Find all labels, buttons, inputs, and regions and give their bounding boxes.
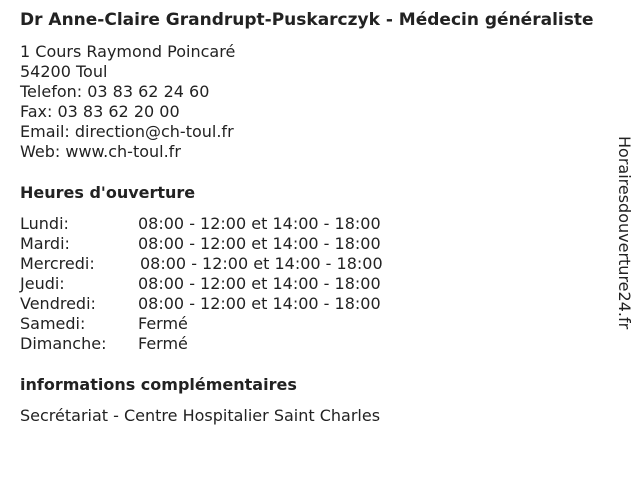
- website-address: Web: www.ch-toul.fr: [20, 142, 181, 161]
- city-postcode: 54200 Toul: [20, 62, 108, 81]
- day-label: Jeudi:: [20, 274, 65, 293]
- hours-row-sunday: [20, 334, 632, 354]
- contact-block: [20, 42, 632, 162]
- hours-row-tuesday: [20, 234, 632, 254]
- additional-info-heading: informations complémentaires: [20, 375, 297, 394]
- day-label: Dimanche:: [20, 334, 107, 353]
- time-value: 08:00 - 12:00 et 14:00 - 18:00: [140, 254, 383, 273]
- opening-hours-table: [20, 214, 632, 354]
- day-label: Samedi:: [20, 314, 86, 333]
- hours-row-monday: [20, 214, 632, 234]
- opening-hours-heading: Heures d'ouverture: [20, 183, 196, 202]
- day-label: Mardi:: [20, 234, 70, 253]
- fax-number: Fax: 03 83 62 20 00: [20, 102, 180, 121]
- hours-row-thursday: [20, 274, 632, 294]
- phone-number: Telefon: 03 83 62 24 60: [20, 82, 210, 101]
- time-value: Fermé: [138, 314, 188, 333]
- additional-info-text: Secrétariat - Centre Hospitalier Saint Charles: [20, 406, 381, 425]
- time-value: 08:00 - 12:00 et 14:00 - 18:00: [138, 214, 381, 233]
- email-address: Email: direction@ch-toul.fr: [20, 122, 234, 141]
- time-value: Fermé: [138, 334, 188, 353]
- hours-row-saturday: [20, 314, 632, 334]
- day-label: Lundi:: [20, 214, 69, 233]
- day-label: Vendredi:: [20, 294, 96, 313]
- time-value: 08:00 - 12:00 et 14:00 - 18:00: [138, 234, 381, 253]
- day-label: Mercredi:: [20, 254, 95, 273]
- practice-card: [20, 9, 632, 426]
- time-value: 08:00 - 12:00 et 14:00 - 18:00: [138, 274, 381, 293]
- site-watermark: Horairesdouverture24.fr: [615, 136, 634, 330]
- hours-row-wednesday: [20, 254, 632, 274]
- street-address: 1 Cours Raymond Poincaré: [20, 42, 236, 61]
- page-title: Dr Anne-Claire Grandrupt-Puskarczyk - Médecin généraliste: [20, 10, 594, 30]
- time-value: 08:00 - 12:00 et 14:00 - 18:00: [138, 294, 381, 313]
- hours-row-friday: [20, 294, 632, 314]
